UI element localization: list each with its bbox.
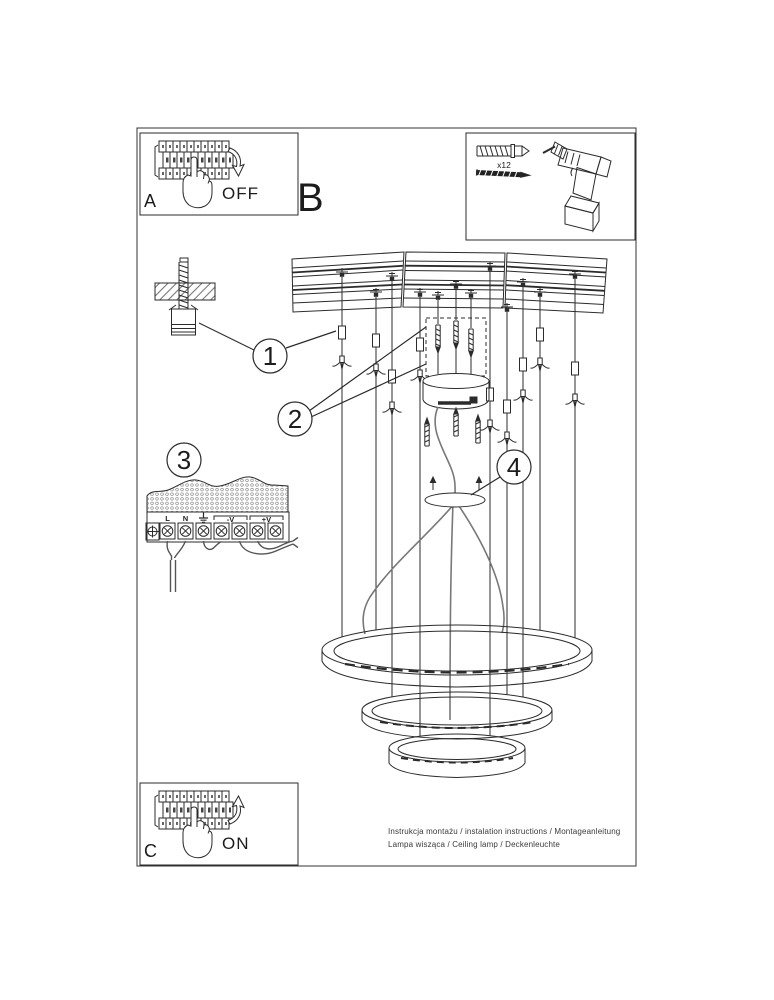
suspension-wire xyxy=(566,270,585,638)
driver-terminal-detail xyxy=(146,477,298,592)
canopy-fixing-screws xyxy=(425,408,480,446)
hand-icon xyxy=(183,807,212,858)
up-arrow-icon xyxy=(476,477,481,490)
callout-2-number: 2 xyxy=(287,404,303,434)
ring-medium xyxy=(362,692,552,739)
suspension-wire xyxy=(333,268,352,637)
leader-line-4 xyxy=(471,477,500,495)
footer-title-line: Instrukcja montażu / instalation instructions / Montageanleitung xyxy=(388,827,621,836)
ceiling-panels xyxy=(292,252,607,313)
canopy-screws-detail xyxy=(426,280,486,376)
on-label: ON xyxy=(222,834,250,853)
off-label: OFF xyxy=(222,184,259,203)
callouts xyxy=(167,327,531,495)
mounting-screw xyxy=(436,325,440,353)
suspension-wire xyxy=(531,288,550,630)
hand-icon xyxy=(183,157,212,208)
callout-1-number: 1 xyxy=(262,341,278,371)
leader-line-anchor-to-1 xyxy=(199,323,254,350)
callout-3-number: 3 xyxy=(176,445,192,475)
insert-arrows xyxy=(430,477,481,490)
suspension-wire xyxy=(411,288,430,736)
drill-icon xyxy=(543,142,611,231)
canopy-connector xyxy=(470,397,477,403)
ring-small xyxy=(389,734,525,778)
mounting-screw xyxy=(454,321,458,349)
ring-cable-middle xyxy=(450,503,453,720)
up-arrow-icon xyxy=(430,477,435,490)
canopy xyxy=(423,374,489,410)
terminal-label-n: N xyxy=(182,514,189,523)
leader-line-2 xyxy=(309,327,426,417)
step-b-label: B xyxy=(297,176,324,220)
leader-line-1 xyxy=(286,331,336,348)
dowel-quantity-label: x12 xyxy=(497,160,511,170)
wall-plug-icon xyxy=(477,145,529,158)
step-a-label: A xyxy=(144,191,157,211)
canopy-cable xyxy=(435,407,455,496)
ring-cable-left xyxy=(363,503,455,634)
cable-splitter-disc xyxy=(425,493,485,507)
terminal-wires xyxy=(167,538,298,593)
ring-large xyxy=(322,625,592,687)
footer-product-line: Lampa wisząca / Ceiling lamp / Deckenleuchte xyxy=(388,840,561,849)
ceiling-anchor-detail xyxy=(155,258,254,350)
step-c-panel xyxy=(140,783,298,865)
terminal-label-l: L xyxy=(165,514,170,523)
suspension-wire xyxy=(498,303,517,695)
ring-cable-right xyxy=(457,503,504,633)
screw-icon xyxy=(477,169,530,178)
step-c-label: C xyxy=(144,841,157,861)
step-a-panel xyxy=(140,133,298,215)
suspension-wire xyxy=(367,288,386,630)
callout-4-number: 4 xyxy=(506,452,522,482)
led-driver xyxy=(147,477,288,512)
terminal-label-neg-v: -V xyxy=(226,515,235,524)
terminal-label-pos-v: +V xyxy=(261,515,272,524)
required-parts-box xyxy=(466,133,635,240)
mounting-screw xyxy=(469,329,473,357)
